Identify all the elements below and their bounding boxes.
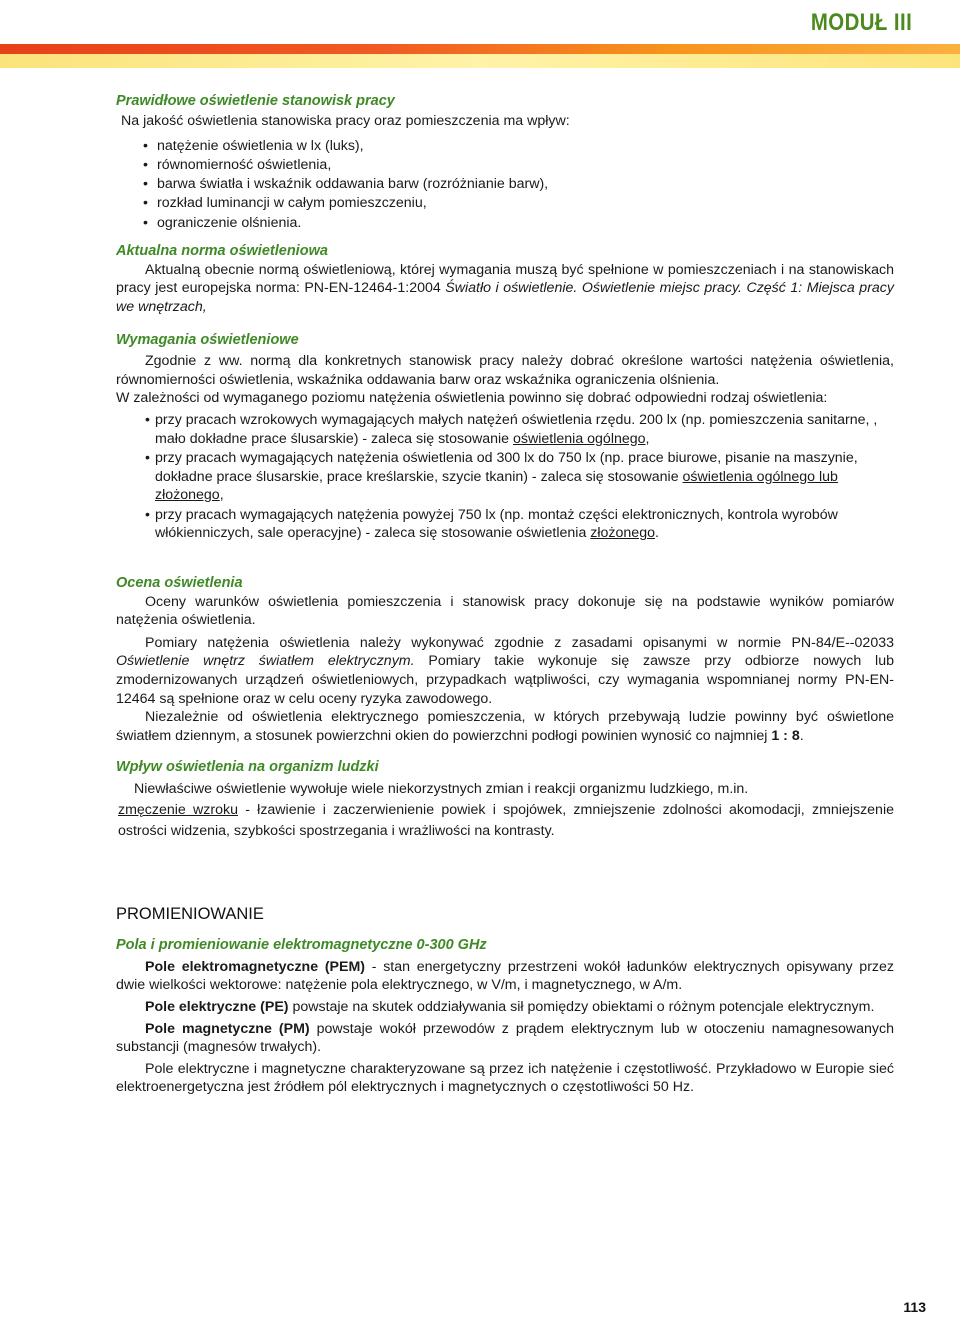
requirements-paragraph: Zgodnie z ww. normą dla konkretnych stanowisk pracy należy dobrać określone wartości natężenia oświetlenia, równomierności oświetlenia, wskaźnika oddawania barw oraz wskaźnika ograniczenia olśnienia. — [116, 353, 894, 388]
daylight-punct: . — [799, 727, 804, 744]
list-item: • równomierność oświetlenia, — [143, 156, 894, 175]
eye-strain-term: zmęczenie wzroku — [118, 801, 238, 818]
list-item: • ograniczenie olśnienia. — [143, 214, 894, 233]
assessment-paragraph: Oceny warunków oświetlenia pomieszczenia i stanowisk pracy dokonuje się na podstawie wyników pomiarów natężenia oświetlenia. — [116, 593, 894, 629]
pm-term: Pole magnetyczne (PM) — [145, 1020, 310, 1037]
lighting-intro: Na jakość oświetlenia stanowiska pracy oraz pomieszczenia ma wpływ: — [121, 112, 570, 129]
list-item — [145, 411, 894, 448]
heading-em-fields: Pola i promieniowanie elektromagnetyczne 0-300 GHz — [116, 937, 487, 954]
general-lighting-term: oświetlenia ogólnego — [513, 430, 646, 447]
combined-lighting-term: złożonego — [590, 525, 655, 542]
page-header — [0, 0, 960, 72]
module-label: MODUŁ III — [810, 9, 912, 36]
pem-text: - stan energetyczny przestrzeni wokół ładunków elektrycznych opisywany przez dwie wielkości wektorowe: natężenie pola elektrycznego, w V/m, i magnetycznego, w A/m. — [116, 958, 894, 994]
heading-lighting-assessment: Ocena oświetlenia — [116, 575, 243, 592]
list-item-punct: , — [645, 430, 650, 447]
general-or-combined-lighting-term: oświetlenia ogólnego lub złożonego — [155, 468, 838, 504]
heading-health-impact: Wpływ oświetlenia na organizm ludzki — [116, 759, 379, 776]
list-item-text: przy pracach wzrokowych wymagających małych natężeń oświetlenia rzędu. 200 lx (np. pomieszczenia sanitarne, , mało dokładne prace ślusarskie) - zaleca się stosowanie — [155, 411, 878, 447]
norm-title: Światło i oświetlenie. Oświetlenie miejsc pracy. Część 1: Miejsca pracy we wnętrzach, — [116, 280, 894, 315]
pem-paragraph — [116, 958, 894, 995]
daylight-text: Niezależnie od oświetlenia elektrycznego pomieszczenia, w których przebywają ludzie powinny być oświetlone światłem dziennym, a stosunek powierzchni okien do powierzchni podłogi powinien wynosić co najmniej — [116, 709, 894, 744]
heading-current-norm: Aktualna norma oświetleniowa — [116, 243, 328, 260]
norm-paragraph — [116, 261, 894, 317]
list-item — [145, 506, 894, 543]
measurement-text: Pomiary natężenia oświetlenia należy wykonywać zgodnie z zasadami opisanymi w normie PN-84/E--02033 — [145, 634, 894, 651]
page-content — [116, 92, 894, 1097]
pe-paragraph — [116, 998, 894, 1017]
pm-text: powstaje wokół przewodów z prądem elektrycznym lub w otoczeniu namagnesowanych substancji (magnesów trwałych). — [116, 1020, 894, 1056]
eye-strain-paragraph — [118, 800, 894, 842]
window-ratio: 1 : 8 — [771, 727, 800, 744]
lighting-factors-list — [143, 137, 894, 232]
pe-text: powstaje na skutek oddziaływania sił pomiędzy obiektami o różnym potencjale elektrycznym. — [288, 998, 875, 1015]
eye-strain-text: - łzawienie i zaczerwienienie powiek i spojówek, zmniejszenie zdolności akomodacji, zmniejszenie ostrości widzenia, szybkości spostrzegania i wrażliwości na kontrasty. — [118, 801, 894, 839]
heading-requirements: Wymagania oświetleniowe — [116, 331, 299, 348]
list-item: • barwa światła i wskaźnik oddawania barw (rozróżnianie barw), — [143, 175, 894, 194]
frequency-paragraph: Pole elektryczne i magnetyczne charakteryzowane są przez ich natężenie i częstotliwość. Przykładowo w Europie sieć elektroenergetyczna jest źródłem pól elektrycznych i magnetycznych o częstotliwości 50 Hz. — [116, 1060, 894, 1096]
pem-term: Pole elektromagnetyczne (PEM) — [145, 958, 366, 975]
heading-proper-lighting: Prawidłowe oświetlenie stanowisk pracy — [116, 93, 395, 109]
norm-text: Aktualną obecnie normą oświetleniową, której wymagania muszą być spełnione w pomieszczeniach i na stanowiskach pracy jest europejska norma: PN-EN-12464-1:2004 — [116, 261, 894, 297]
heading-radiation: PROMIENIOWANIE — [116, 904, 264, 923]
list-item: • natężenie oświetlenia w lx (luks), — [143, 137, 894, 156]
list-item-text: przy pracach wymagających natężenia powyżej 750 lx (np. montaż części elektronicznych, kontrola wyrobów włókienniczych, sale operacyjne) - zaleca się stosowanie oświetlenia — [155, 506, 838, 542]
page-number: 113 — [903, 1299, 926, 1315]
measurement-paragraph — [116, 634, 894, 708]
pe-term: Pole elektryczne (PE) — [145, 998, 289, 1015]
lighting-types-list — [116, 411, 894, 543]
impact-paragraph: Niewłaściwe oświetlenie wywołuje wiele niekorzystnych zmian i reakcji organizmu ludzkiego, m.in. — [134, 781, 749, 797]
list-item: • rozkład luminancji w całym pomieszczeniu, — [143, 194, 894, 213]
pm-paragraph — [116, 1020, 894, 1057]
list-item-punct: . — [654, 525, 659, 542]
norm-reference-title: Oświetlenie wnętrz światłem elektrycznym. — [116, 653, 415, 670]
header-band-yellow — [0, 54, 960, 68]
daylight-paragraph — [116, 708, 894, 745]
header-band-orange — [0, 44, 960, 54]
requirements-paragraph-2: W zależności od wymaganego poziomu natężenia oświetlenia powinno się dobrać odpowiedni rodzaj oświetlenia: — [116, 390, 828, 407]
list-item-text: przy pracach wymagających natężenia oświetlenia od 300 lx do 750 lx (np. prace biurowe, pisanie na maszynie, dokładne prace ślusarskie, prace kreślarskie, szycie tkanin) - zaleca się stosowanie — [155, 450, 858, 485]
list-item — [145, 449, 894, 505]
list-item-punct: , — [219, 487, 224, 504]
measurement-text-2: Pomiary takie wykonuje się zawsze przy odbiorze nowych lub zmodernizowanych urządzeń oświetleniowych, przypadkach wątpliwości, czy wymagania wspomnianej normy PN-EN-12464 są spełnione oraz w celu oceny ryzyka zawodowego. — [116, 653, 894, 707]
